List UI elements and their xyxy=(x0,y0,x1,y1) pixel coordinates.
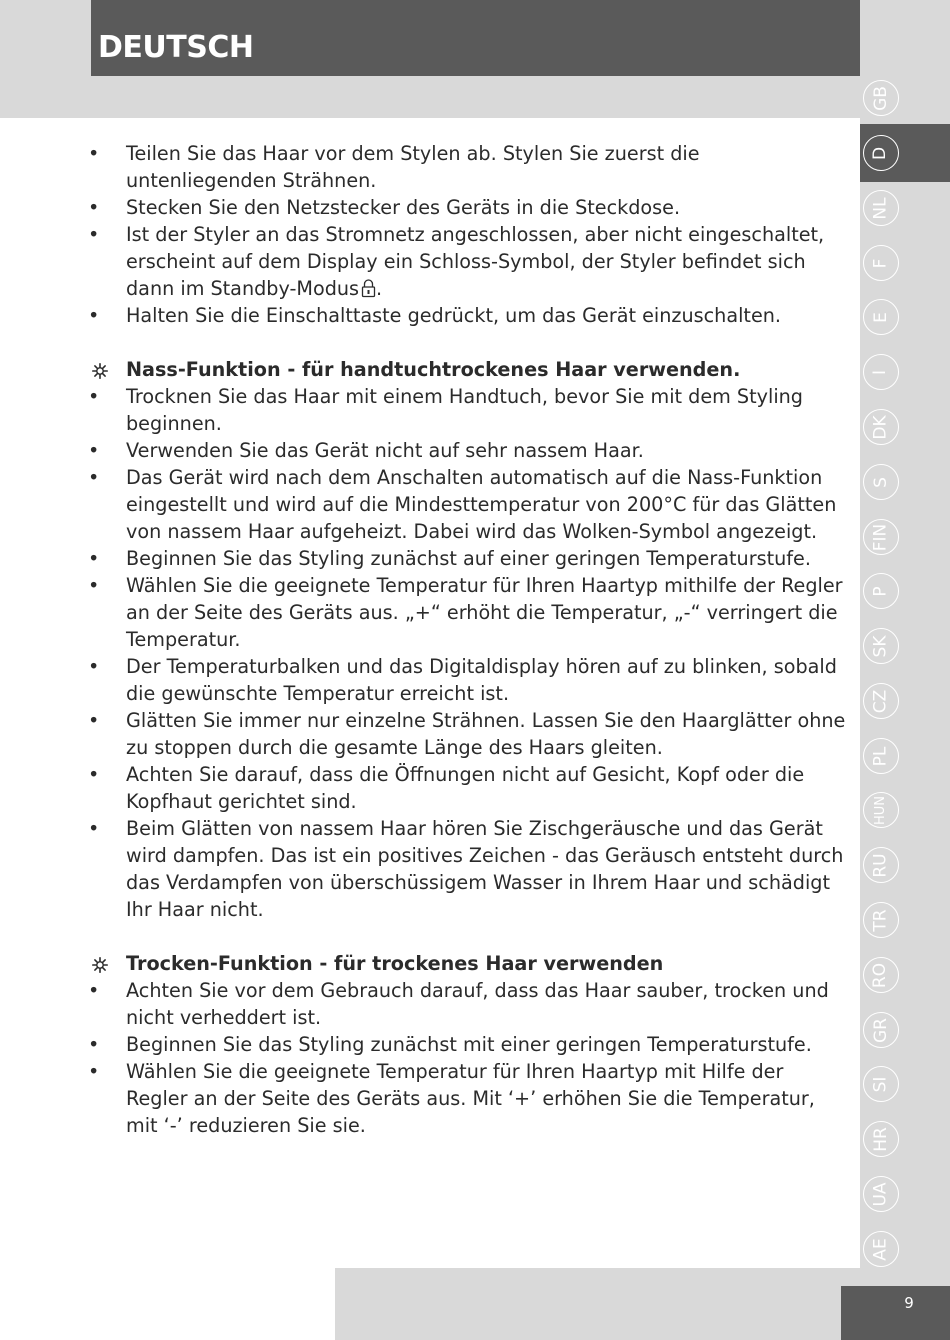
lang-tab-hun[interactable]: HUN xyxy=(863,792,899,828)
list-item: • Beim Glätten von nassem Haar hören Sie Zischgeräusche und das Gerät wird dampfen. Das ist ein positives Zeichen - das Geräusch entsteht durch das Verdampfen von überschüssigem Wasser in Ihrem Haar und schädigt Ihr Haar nicht. xyxy=(88,817,844,921)
lock-icon xyxy=(361,278,376,298)
page-number: 9 xyxy=(904,1294,914,1312)
lang-tab-i[interactable]: I xyxy=(863,354,899,390)
instructions-body xyxy=(88,140,848,1139)
lang-tab-hr[interactable]: HR xyxy=(863,1121,899,1157)
lang-tab-ua[interactable]: UA xyxy=(863,1176,899,1212)
list-item: • Stecken Sie den Netzstecker des Geräts in die Steckdose. xyxy=(88,196,681,219)
lang-tab-d[interactable]: D xyxy=(863,135,899,171)
list-item: • Trocknen Sie das Haar mit einem Handtuch, bevor Sie mit dem Styling beginnen. xyxy=(88,385,803,435)
list-item: • Verwenden Sie das Gerät nicht auf sehr nassem Haar. xyxy=(88,439,644,462)
lang-tab-f[interactable]: F xyxy=(863,245,899,281)
sun-icon xyxy=(92,957,108,973)
list-item: • Wählen Sie die geeignete Temperatur für Ihren Haartyp mit Hilfe der Regler an der Seite des Geräts aus. Mit ‘+’ erhöhen Sie die Temperatur, mit ‘-’ reduzieren Sie sie. xyxy=(88,1060,815,1137)
page-title: DEUTSCH xyxy=(98,30,254,65)
list-item: • Teilen Sie das Haar vor dem Stylen ab. Stylen Sie zuerst die untenliegenden Strähnen. xyxy=(88,142,700,192)
list-item: • Achten Sie darauf, dass die Öffnungen nicht auf Gesicht, Kopf oder die Kopfhaut gerichtet sind. xyxy=(88,763,805,813)
list-item: • Achten Sie vor dem Gebrauch darauf, dass das Haar sauber, trocken und nicht verheddert ist. xyxy=(88,979,829,1029)
page-number-box xyxy=(841,1286,950,1340)
list-item: • Beginnen Sie das Styling zunächst mit einer geringen Temperaturstufe. xyxy=(88,1033,812,1056)
lang-tab-gr[interactable]: GR xyxy=(863,1012,899,1048)
list-item: • Der Temperaturbalken und das Digitaldisplay hören auf zu blinken, sobald die gewünschte Temperatur erreicht ist. xyxy=(88,655,837,705)
language-tabs xyxy=(863,72,900,1272)
lang-tab-s[interactable]: S xyxy=(863,464,899,500)
lang-tab-ru[interactable]: RU xyxy=(863,847,899,883)
lang-tab-si[interactable]: SI xyxy=(863,1066,899,1102)
lang-tab-nl[interactable]: NL xyxy=(863,190,899,226)
list-item: • Glätten Sie immer nur einzelne Strähnen. Lassen Sie den Haarglätter ohne zu stoppen durch die gesamte Länge des Haars gleiten. xyxy=(88,709,846,759)
lang-tab-tr[interactable]: TR xyxy=(863,902,899,938)
dry-function-heading: Trocken-Funktion - für trockenes Haar verwenden xyxy=(88,950,848,977)
list-item: • Ist der Styler an das Stromnetz angeschlossen, aber nicht eingeschaltet, erscheint auf dem Display ein Schloss-Symbol, der Styler befindet sich dann im Standby-Modus . xyxy=(88,223,825,300)
sun-icon xyxy=(92,363,108,379)
lang-tab-gb[interactable]: GB xyxy=(863,80,899,116)
lang-tab-sk[interactable]: SK xyxy=(863,628,899,664)
list-item: • Halten Sie die Einschalttaste gedrückt, um das Gerät einzuschalten. xyxy=(88,304,782,327)
lang-tab-dk[interactable]: DK xyxy=(863,409,899,445)
lang-tab-ro[interactable]: RO xyxy=(863,957,899,993)
wet-function-heading: Nass-Funktion - für handtuchtrockenes Haar verwenden. xyxy=(88,356,848,383)
header-bar xyxy=(91,0,860,76)
list-item: • Das Gerät wird nach dem Anschalten automatisch auf die Nass-Funktion eingestellt und wird auf die Mindesttemperatur von 200°C für das Glätten von nassem Haar aufgeheizt. Dabei wird das Wolken-Symbol angezeigt. xyxy=(88,466,837,543)
list-item: • Wählen Sie die geeignete Temperatur für Ihren Haartyp mithilfe der Regler an der Seite des Geräts aus. „+“ erhöht die Temperatur, „-“ verringert die Temperatur. xyxy=(88,574,843,651)
lang-tab-fin[interactable]: FIN xyxy=(863,519,899,555)
lang-tab-e[interactable]: E xyxy=(863,299,899,335)
lang-tab-pl[interactable]: PL xyxy=(863,738,899,774)
lang-tab-cz[interactable]: CZ xyxy=(863,683,899,719)
lang-tab-p[interactable]: P xyxy=(863,573,899,609)
lang-tab-ae[interactable]: AE xyxy=(863,1231,899,1267)
list-item: • Beginnen Sie das Styling zunächst auf einer geringen Temperaturstufe. xyxy=(88,547,811,570)
